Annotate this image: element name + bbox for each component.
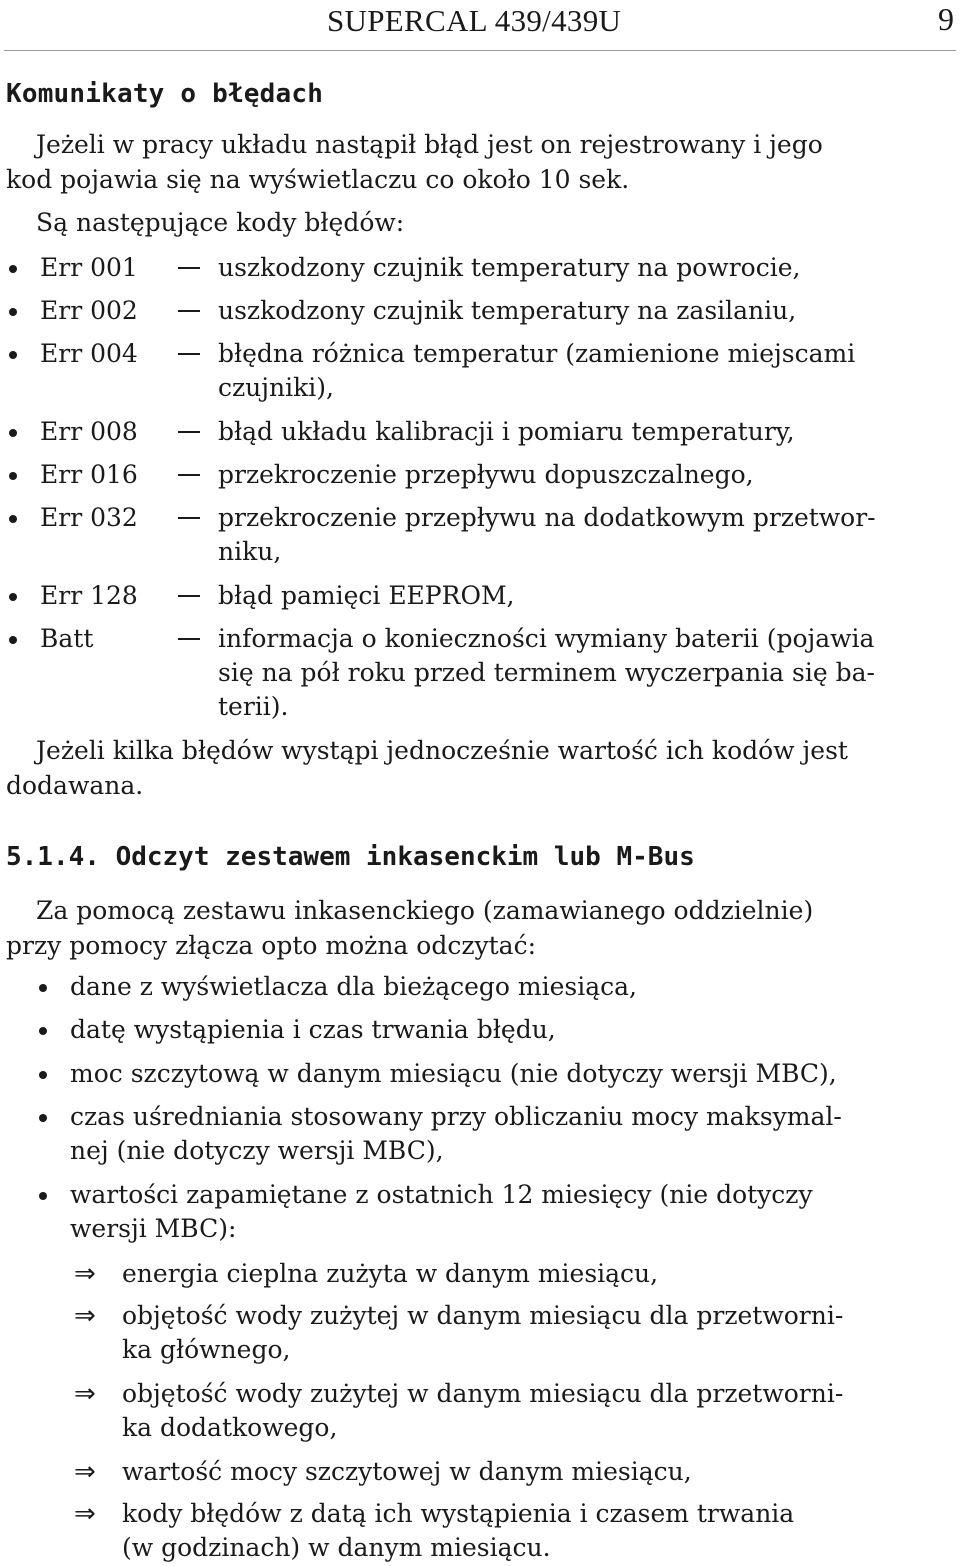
implies-arrow-icon: ⇒	[74, 1259, 96, 1289]
dash	[178, 310, 200, 312]
error-description: przekroczenie przepływu dopuszczalnego,	[218, 460, 754, 489]
page-number: 9	[938, 1, 954, 37]
subsection-title: 5.1.4. Odczyt zestawem inkasenckim lub M-Bus	[6, 842, 695, 872]
dash	[178, 353, 200, 355]
error-description: błąd układu kalibracji i pomiaru temperatury,	[218, 417, 795, 446]
error-description: błąd pamięci EEPROM,	[218, 581, 515, 610]
bullet-icon	[39, 1192, 47, 1200]
implies-arrow-icon: ⇒	[74, 1301, 96, 1331]
error-description: informacja o konieczności wymiany baterii (pojawia się na pół roku przed terminem wyczerpania się ba- terii).	[218, 624, 875, 721]
implies-arrow-icon: ⇒	[74, 1499, 96, 1529]
error-code: Err 128	[40, 581, 138, 610]
bullet-icon	[9, 472, 17, 480]
error-code: Err 008	[40, 417, 138, 446]
bullet-icon	[39, 1071, 47, 1079]
bullet-icon	[39, 1114, 47, 1122]
error-description: przekroczenie przepływu na dodatkowym przetwor- niku,	[218, 503, 876, 566]
sub-intro-line-1: Za pomocą zestawu inkasenckiego (zamawianego oddzielnie)	[36, 896, 814, 925]
error-code: Err 002	[40, 296, 138, 325]
bullet-icon	[39, 984, 47, 992]
dash	[178, 474, 200, 476]
header-title: SUPERCAL 439/439U	[327, 3, 622, 38]
intro-line-1: Jeżeli w pracy układu nastąpił błąd jest on rejestrowany i jego	[36, 130, 823, 159]
error-code: Err 001	[40, 253, 138, 282]
implies-arrow-icon: ⇒	[74, 1379, 96, 1409]
error-code: Err 032	[40, 503, 138, 532]
bullet-icon	[9, 308, 17, 316]
dash	[178, 595, 200, 597]
error-description: uszkodzony czujnik temperatury na powrocie,	[218, 253, 801, 282]
implies-arrow-icon: ⇒	[74, 1457, 96, 1487]
page-header	[0, 0, 960, 50]
intro-line-2: kod pojawia się na wyświetlaczu co około 10 sek.	[6, 165, 630, 194]
dash	[178, 517, 200, 519]
sub-intro-line-2: przy pomocy złącza opto można odczytać:	[6, 931, 536, 960]
error-code: Batt	[40, 624, 94, 653]
dash	[178, 267, 200, 269]
bullet-icon	[9, 351, 17, 359]
error-code: Err 004	[40, 339, 138, 368]
bullet-icon	[9, 593, 17, 601]
outro-line-2: dodawana.	[6, 771, 144, 800]
section-title: Komunikaty o błędach	[6, 79, 324, 109]
error-description: błędna różnica temperatur (zamienione miejscami czujniki),	[218, 339, 856, 402]
header-rule	[4, 50, 956, 51]
outro-line-1: Jeżeli kilka błędów wystąpi jednocześnie wartość ich kodów jest	[36, 736, 848, 765]
bullet-icon	[9, 265, 17, 273]
dash	[178, 431, 200, 433]
error-description: uszkodzony czujnik temperatury na zasilaniu,	[218, 296, 797, 325]
codes-intro: Są następujące kody błędów:	[36, 208, 405, 237]
bullet-icon	[9, 429, 17, 437]
bullet-icon	[9, 515, 17, 523]
error-code: Err 016	[40, 460, 138, 489]
dash	[178, 638, 200, 640]
bullet-icon	[9, 636, 17, 644]
bullet-icon	[39, 1027, 47, 1035]
